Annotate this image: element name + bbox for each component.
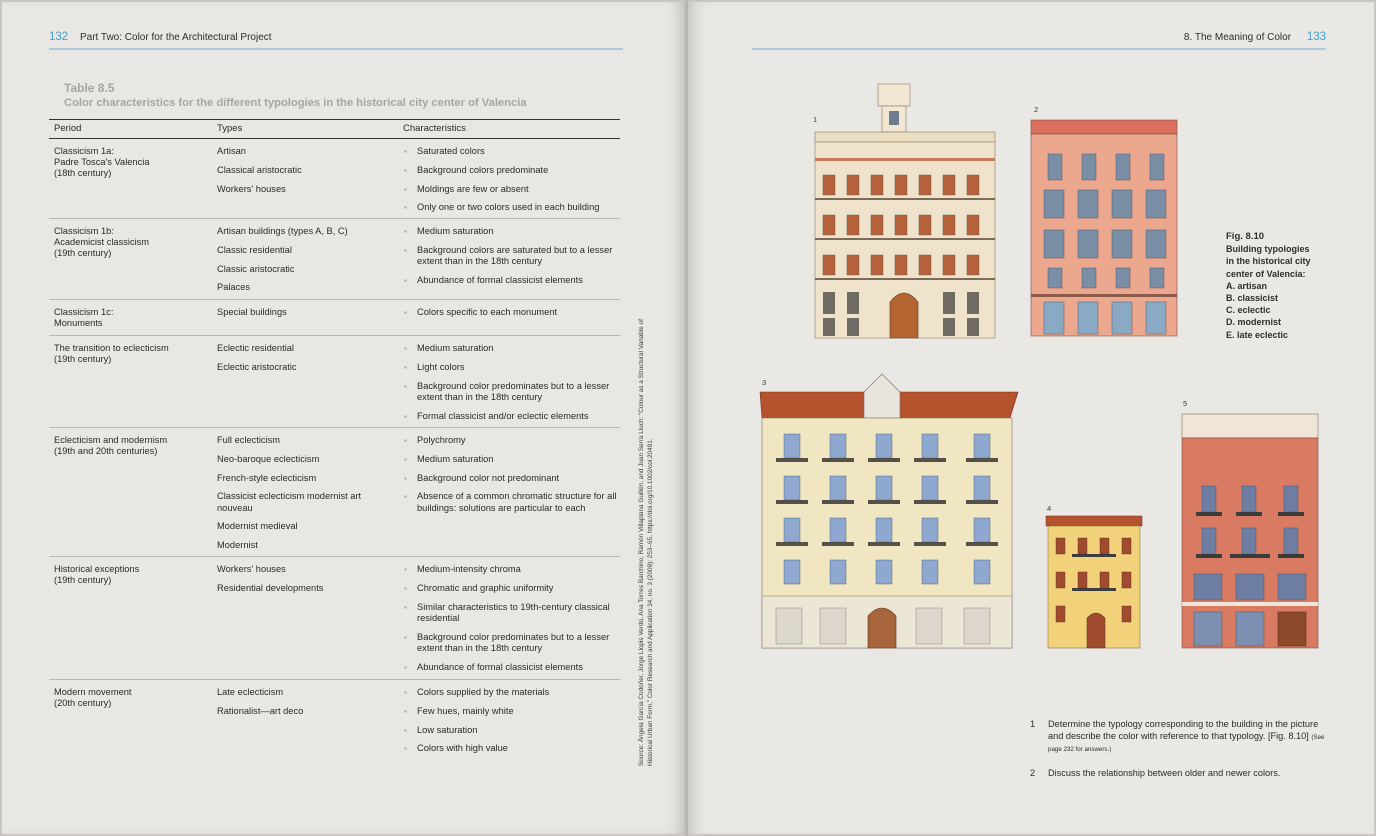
characteristic-bullet-item: ▪ Medium-intensity chroma <box>403 564 618 575</box>
characteristic-bullet-item: ▪ Formal classicist and/or eclectic elements <box>403 411 618 422</box>
right-page-number: 133 <box>1306 31 1326 43</box>
period-line: Eclecticism and modernism <box>54 435 168 445</box>
characteristic-bullet-item: ▪ Background color predominates but to a lesser extent than in the 18th century <box>403 381 618 403</box>
building-3-illustration <box>760 372 1020 650</box>
type-item: Workers' houses <box>217 564 286 574</box>
characteristic-bullet-item: ▪ Abundance of formal classicist elements <box>403 662 618 673</box>
types-cell <box>217 146 397 202</box>
types-cell <box>217 564 397 602</box>
building-number: 4 <box>1047 504 1052 513</box>
question-text: Discuss the relationship between older and newer colors. <box>1048 767 1281 778</box>
characteristic-bullet-item: ▪ Similar characteristics to 19th-century classical residential <box>403 602 618 624</box>
left-running-head-text: Part Two: Color for the Architectural Project <box>79 32 272 43</box>
characteristic-bullet-item: ▪ Chromatic and graphic uniformity <box>403 583 618 594</box>
caption-line: in the historical city <box>1226 256 1311 267</box>
characteristic-bullet-item: ▪ Background colors are saturated but to a lesser extent than in the 18th century <box>403 245 618 267</box>
types-cell <box>217 687 397 725</box>
table-row <box>49 300 620 336</box>
table-body <box>49 139 620 766</box>
period-cell <box>54 564 204 586</box>
period-line: (18th century) <box>54 168 112 179</box>
period-line: (19th century) <box>54 575 112 586</box>
book-gutter <box>685 0 688 836</box>
figure-caption-lines <box>1226 243 1336 341</box>
types-cell <box>217 307 397 326</box>
characteristic-bullet-item: ▪ Background colors predominate <box>403 165 618 176</box>
characteristic-bullet-item: ▪ Low saturation <box>403 725 618 736</box>
question-2 <box>1030 768 1330 780</box>
figure-caption <box>1226 231 1336 341</box>
types-cell <box>217 226 397 301</box>
type-item: French-style eclecticism <box>217 472 317 483</box>
type-item: Modernist <box>217 540 258 551</box>
period-cell <box>54 146 204 180</box>
period-cell <box>54 307 204 329</box>
characteristics-cell <box>403 564 618 680</box>
source-note: Source: Ángela García Codoñer, Jorge Llopis Verdú, Ana Torres Barchino, Ramón Villaplana Guillén, and Juan Serra Lluch: “Colour as a Structural Variable of Historical Urban Form,” Color Research and Application 34, no. 3 (2009): 253–65, https://doi.org/10.1002/col.20491. <box>638 319 654 766</box>
question-number: 2 <box>1030 767 1036 778</box>
type-item: Rationalist—art deco <box>217 705 304 716</box>
building-2-illustration <box>1030 118 1178 338</box>
table-title: Color characteristics for the different typologies in the historical city center of Valencia <box>64 97 527 109</box>
characteristic-bullet-item: ▪ Medium saturation <box>403 226 618 237</box>
type-item: Neo-baroque eclecticism <box>217 453 320 464</box>
caption-line: A. artisan <box>1226 280 1268 291</box>
period-cell <box>54 435 204 457</box>
left-page-number: 132 <box>49 31 69 43</box>
characteristic-bullet-item: ▪ Colors with high value <box>403 743 618 754</box>
characteristic-bullet-item: ▪ Polychromy <box>403 435 618 446</box>
characteristic-bullet-item: ▪ Background color predominates but to a lesser extent than in the 18th century <box>403 632 618 654</box>
right-header-rule <box>752 48 1326 50</box>
table-row <box>49 680 620 766</box>
type-item: Late eclecticism <box>217 687 284 697</box>
table-row <box>49 557 620 680</box>
characteristic-bullet-item: ▪ Saturated colors <box>403 146 618 157</box>
types-cell <box>217 343 397 381</box>
period-line: Classicism 1b: <box>54 226 114 236</box>
right-running-head-text: 8. The Meaning of Color <box>1183 32 1292 43</box>
characteristics-cell <box>403 343 618 429</box>
building-number: 3 <box>762 378 767 387</box>
period-line: Padre Tosca's Valencia <box>54 157 150 168</box>
caption-line: B. classicist <box>1226 293 1279 304</box>
header-characteristics: Characteristics <box>403 123 466 134</box>
figure-label: Fig. 8.10 <box>1226 231 1265 242</box>
table-header-row <box>49 119 620 139</box>
characteristics-cell <box>403 226 618 294</box>
question-text: Determine the typology corresponding to the building in the picture and describe the color with reference to that typology. [Fig. 8.10] <box>1048 719 1319 741</box>
characteristic-bullet-item: ▪ Only one or two colors used in each building <box>403 202 618 213</box>
type-item: Artisan buildings (types A, B, C) <box>217 226 348 236</box>
characteristics-cell <box>403 146 618 221</box>
type-item: Eclectic aristocratic <box>217 361 297 372</box>
table-number: Table 8.5 <box>64 81 115 95</box>
period-line: (20th century) <box>54 698 112 709</box>
table-row <box>49 219 620 300</box>
right-running-head <box>1184 31 1326 43</box>
type-item: Classicist eclecticism modernist art nouveau <box>217 491 362 513</box>
characteristic-bullet-item: ▪ Absence of a common chromatic structure for all buildings: solutions are particular to each <box>403 491 618 513</box>
type-item: Palaces <box>217 282 251 293</box>
building-1-illustration <box>812 80 998 340</box>
question-note: (See page 232 for answers.) <box>1048 733 1325 754</box>
type-item: Eclectic residential <box>217 343 294 353</box>
period-line: Historical exceptions <box>54 564 140 574</box>
characteristic-bullet-item: ▪ Few hues, mainly white <box>403 706 618 717</box>
type-item: Residential developments <box>217 582 324 593</box>
table-row <box>49 139 620 219</box>
questions-list <box>1030 719 1330 791</box>
type-item: Artisan <box>217 146 246 156</box>
period-line: The transition to eclecticism <box>54 343 169 353</box>
characteristics-cell <box>403 435 618 521</box>
types-cell <box>217 435 397 559</box>
left-running-head <box>49 31 272 43</box>
characteristics-cell <box>403 307 618 326</box>
type-item: Classical aristocratic <box>217 164 302 175</box>
type-item: Modernist medieval <box>217 521 298 532</box>
caption-line: E. late eclectic <box>1226 329 1289 340</box>
caption-line: Building typologies <box>1226 244 1310 255</box>
characteristic-bullet-item: ▪ Colors supplied by the materials <box>403 687 618 698</box>
type-item: Full eclecticism <box>217 435 281 445</box>
period-cell <box>54 343 204 365</box>
type-item: Special buildings <box>217 307 287 317</box>
table-row <box>49 336 620 428</box>
header-period: Period <box>54 123 82 134</box>
header-types: Types <box>217 123 243 134</box>
period-line: Classicism 1c: <box>54 307 114 317</box>
characteristic-bullet-item: ▪ Moldings are few or absent <box>403 184 618 195</box>
characteristics-cell <box>403 687 618 762</box>
question-1 <box>1030 719 1330 756</box>
table-row <box>49 428 620 557</box>
characteristic-bullet-item: ▪ Abundance of formal classicist elements <box>403 275 618 286</box>
period-line: (19th century) <box>54 354 112 365</box>
caption-line: C. eclectic <box>1226 305 1271 316</box>
period-line: Classicism 1a: <box>54 146 114 156</box>
period-line: Academicist classicism <box>54 237 150 248</box>
period-line: (19th century) <box>54 248 112 259</box>
characteristic-bullet-item: ▪ Medium saturation <box>403 343 618 354</box>
characteristic-bullet-item: ▪ Background color not predominant <box>403 473 618 484</box>
building-number: 5 <box>1183 399 1188 408</box>
building-5-illustration <box>1180 412 1320 650</box>
period-line: (19th and 20th centuries) <box>54 446 158 457</box>
characteristic-bullet-item: ▪ Colors specific to each monument <box>403 307 618 318</box>
type-item: Classic aristocratic <box>217 263 295 274</box>
building-number: 2 <box>1034 105 1039 114</box>
building-number: 1 <box>813 115 818 124</box>
period-line: Monuments <box>54 318 103 329</box>
type-item: Workers' houses <box>217 183 286 194</box>
characteristic-bullet-item: ▪ Medium saturation <box>403 454 618 465</box>
caption-line: center of Valencia: <box>1226 268 1306 279</box>
period-line: Modern movement <box>54 687 132 697</box>
characteristic-bullet-item: ▪ Light colors <box>403 362 618 373</box>
type-item: Classic residential <box>217 244 292 255</box>
color-typology-table <box>49 119 620 766</box>
question-number: 1 <box>1030 719 1036 729</box>
period-cell <box>54 226 204 260</box>
left-header-rule <box>49 48 623 50</box>
caption-line: D. modernist <box>1226 317 1282 328</box>
period-cell <box>54 687 204 709</box>
building-4-illustration <box>1044 514 1144 650</box>
